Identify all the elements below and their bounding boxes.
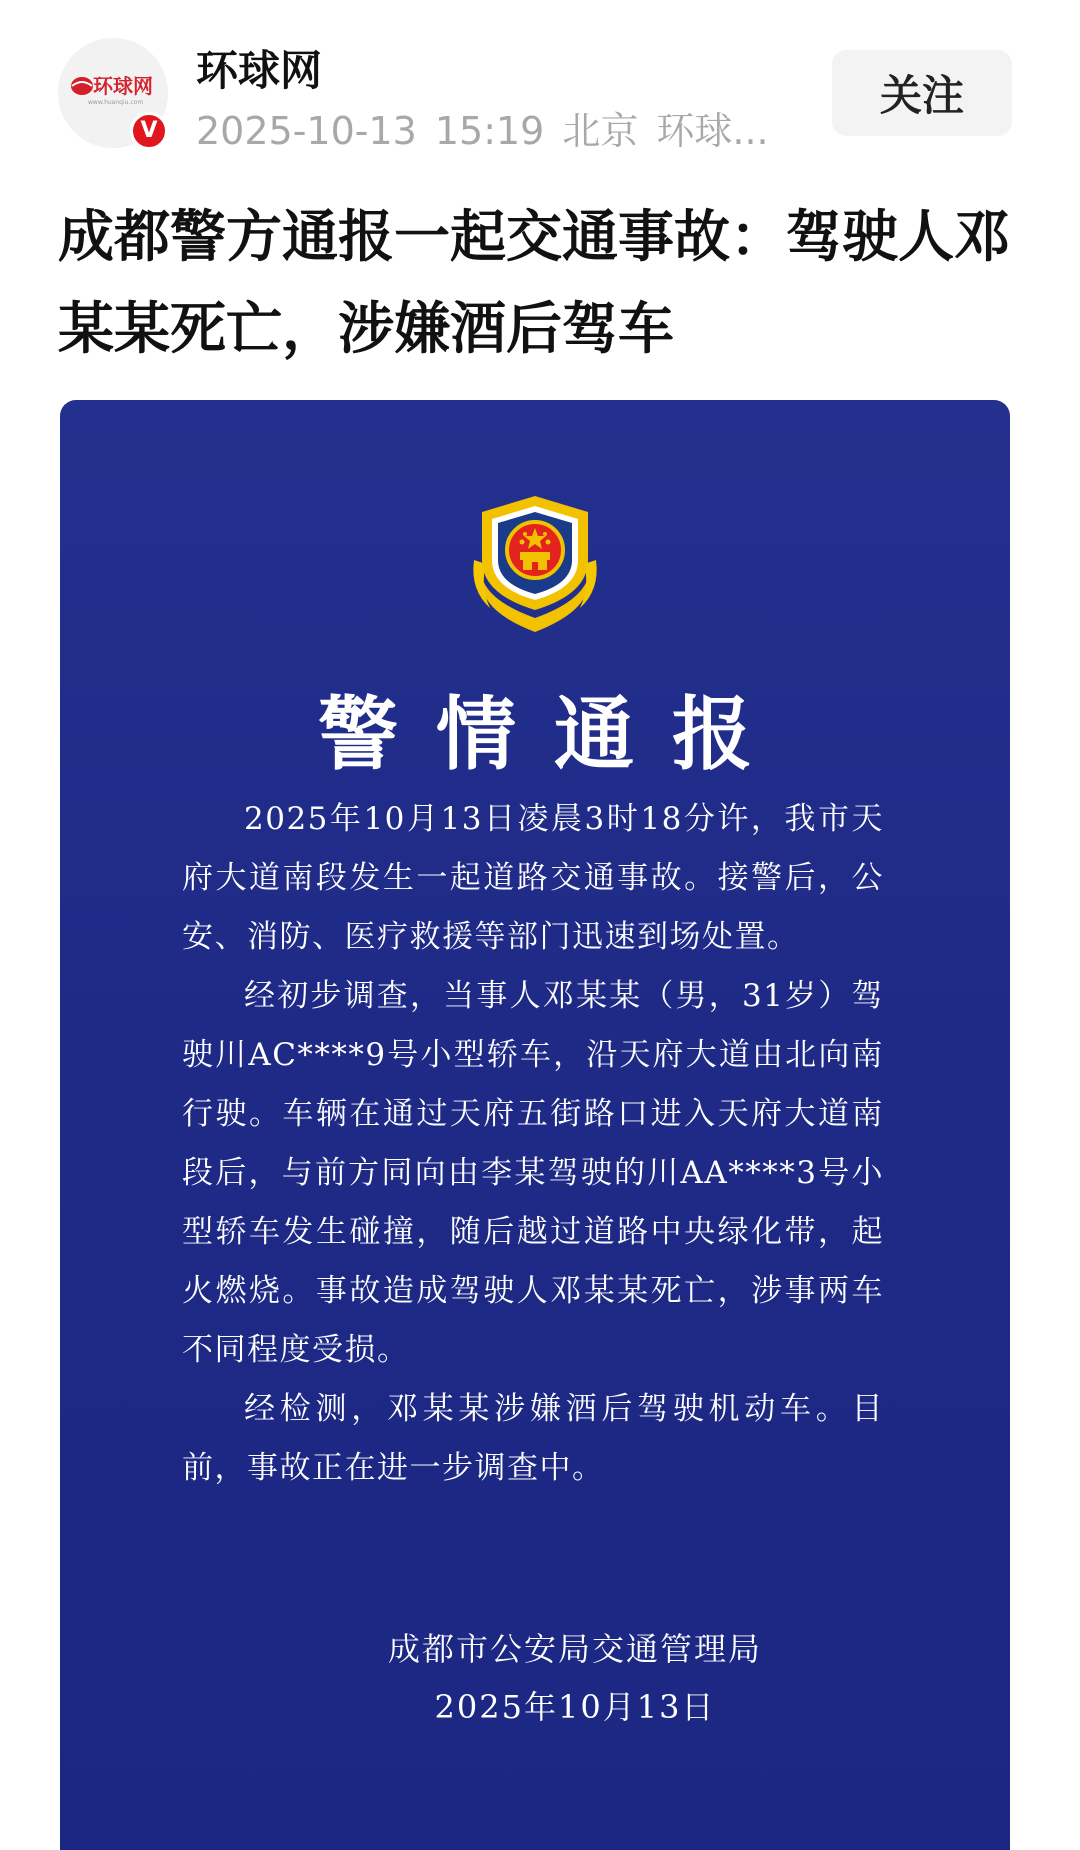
account-name[interactable]: 环球网 [196,46,323,95]
follow-button[interactable]: 关注 [832,50,1012,136]
notice-heading: 警情通报 [318,687,790,781]
notice-issue-date: 2025年10月13日 [434,1688,716,1726]
publish-time: 15:19 [434,109,545,153]
police-notice-image[interactable] [60,400,1010,1850]
source-label: 环球... [656,109,769,153]
notice-body [182,790,884,1498]
publish-location: 北京 [562,109,639,153]
notice-paragraph: 经初步调查，当事人邓某某（男，31岁）驾驶川AC****9号小型轿车，沿天府大道由北向南行驶。车辆在通过天府五街路口进入天府大道南段后，与前方同向由李某驾驶的川AA****3号小型轿车发生碰撞，随后越过道路中央绿化带，起火燃烧。事故造成驾驶人邓某某死亡，涉事两车不同程度受损。 [182,978,884,1368]
article-header [0,0,1080,160]
notice-signature [60,1620,1010,1736]
notice-issuer: 成都市公安局交通管理局 [387,1630,762,1668]
svg-text:www.huanqiu.com: www.huanqiu.com [88,99,144,106]
publish-date: 2025-10-13 [196,109,417,153]
svg-text:环球网: 环球网 [93,74,153,98]
article-title: 成都警方通报一起交通事故：驾驶人邓某某死亡，涉嫌酒后驾车 [58,205,1010,362]
notice-paragraph: 2025年10月13日凌晨3时18分许，我市天府大道南段发生一起道路交通事故。接警后，公安、消防、医疗救援等部门迅速到场处置。 [182,801,884,955]
verified-badge-icon: V [130,112,168,150]
police-emblem-icon [460,490,610,640]
publish-meta [196,100,796,155]
notice-paragraph: 经检测，邓某某涉嫌酒后驾驶机动车。目前，事故正在进一步调查中。 [182,1391,884,1486]
